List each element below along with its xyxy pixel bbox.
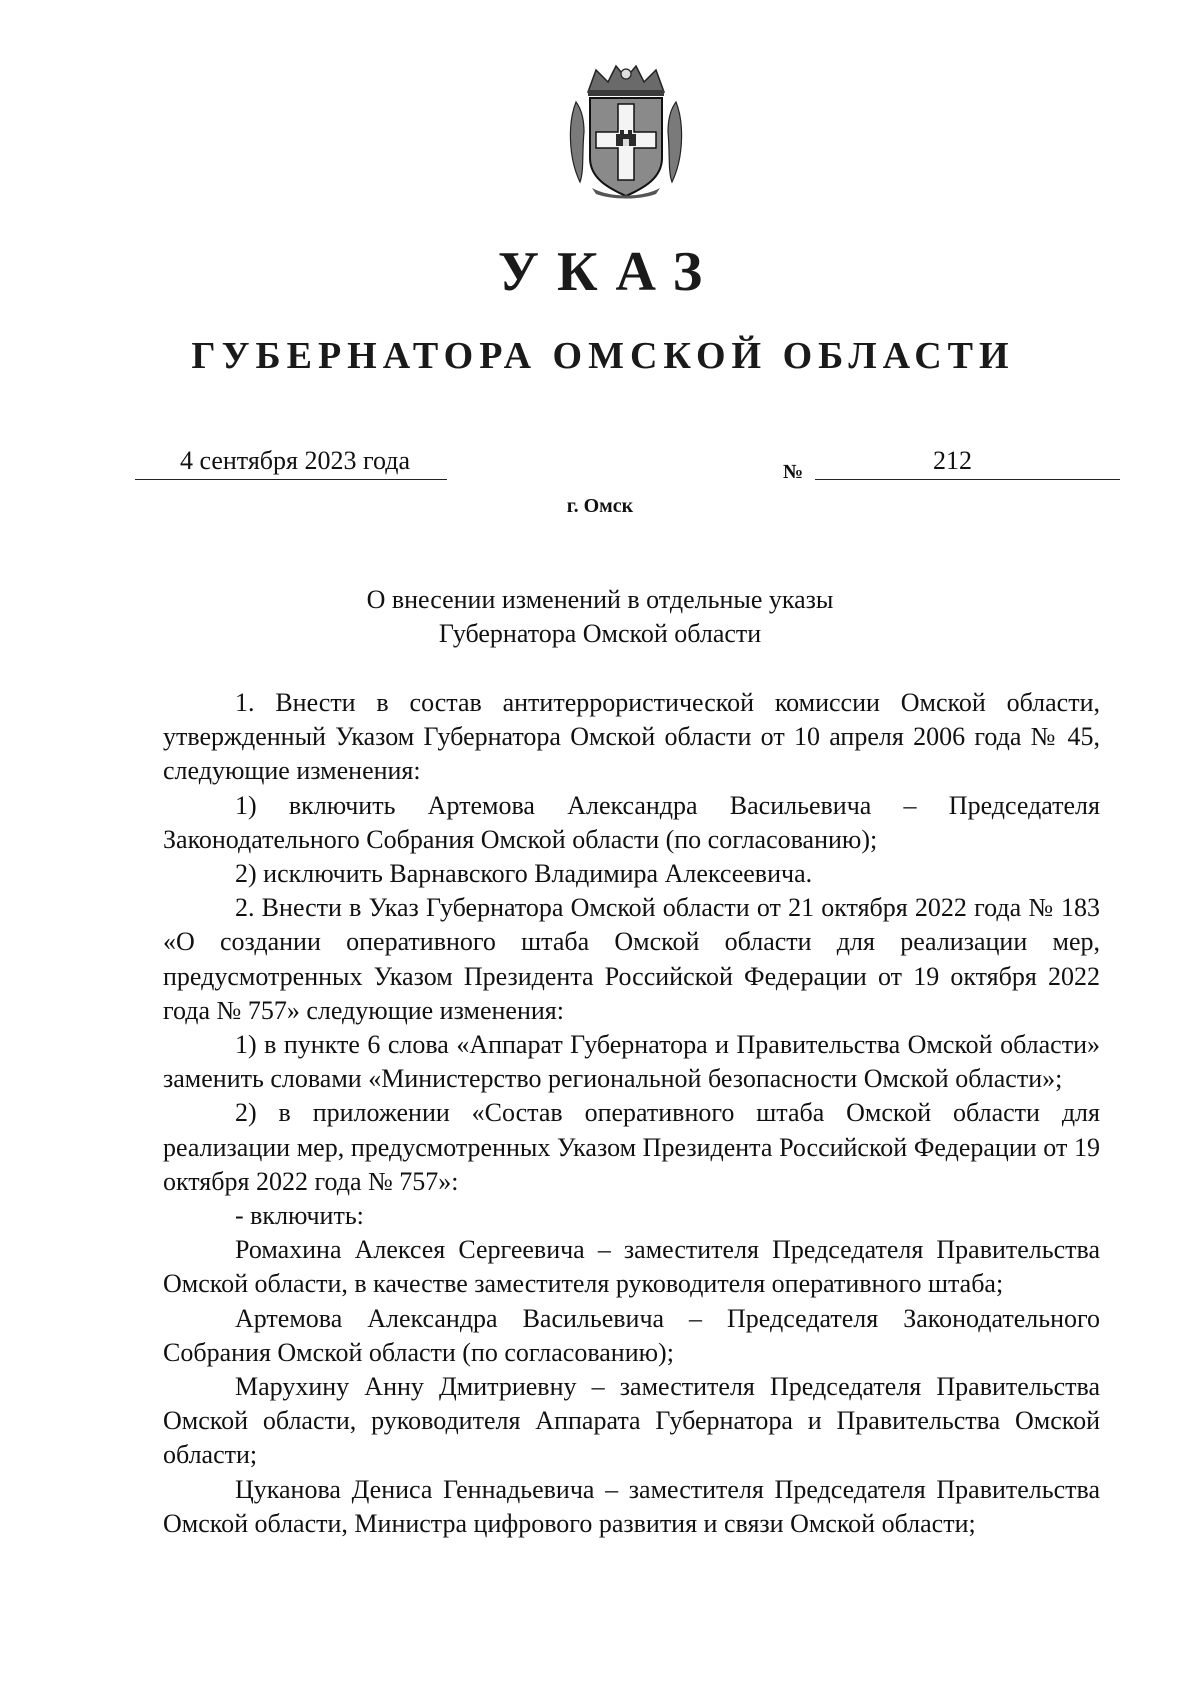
decree-subject bbox=[0, 583, 1200, 651]
number-label: № bbox=[783, 461, 804, 483]
member-marukhina: Марухину Анну Дмитриевну – заместителя Председателя Правительства Омской области, руководителя Аппарата Губернатора и Правительства Омской области; bbox=[163, 1372, 1100, 1470]
number-field bbox=[815, 446, 1120, 480]
document-type-title: УКАЗ bbox=[497, 241, 721, 303]
member-artemov: Артемова Александра Васильевича – Председателя Законодательного Собрания Омской области (по согласованию); bbox=[163, 1303, 1100, 1367]
subject-line-1: О внесении изменений в отдельные указы bbox=[366, 585, 834, 614]
member-romakhin: Ромахина Алексея Сергеевича – заместителя Председателя Правительства Омской области, в качестве заместителя руководителя оперативного штаба; bbox=[163, 1235, 1100, 1299]
paragraph-1-item-2: 2) исключить Варнавского Владимира Алексеевича. bbox=[235, 859, 813, 889]
coat-of-arms-icon bbox=[566, 62, 686, 200]
paragraph-2-item-2: 2) в приложении «Состав оперативного штаба Омской области для реализации мер, предусмотренных Указом Президента Российской Федерации от 19 октября 2022 года № 757»: bbox=[163, 1098, 1100, 1196]
date-field bbox=[135, 446, 447, 480]
city-name: г. Омск bbox=[566, 495, 634, 517]
member-tsukanov: Цуканова Дениса Геннадьевича – заместителя Председателя Правительства Омской области, Министра цифрового развития и связи Омской области; bbox=[163, 1474, 1100, 1538]
decree-body bbox=[163, 686, 1100, 1541]
include-heading: - включить: bbox=[235, 1201, 364, 1231]
subject-line-2: Губернатора Омской области bbox=[438, 619, 762, 648]
issuer-title: ГУБЕРНАТОРА ОМСКОЙ ОБЛАСТИ bbox=[191, 335, 1015, 377]
paragraph-1: 1. Внести в состав антитеррористической комиссии Омской области, утвержденный Указом Губернатора Омской области от 10 апреля 2006 года № 45, следующие изменения: bbox=[163, 688, 1100, 786]
paragraph-2: 2. Внести в Указ Губернатора Омской области от 21 октября 2022 года № 183 «О создании оперативного штаба Омской области для реализации мер, предусмотренных Указом Президента Российской Федерации от 19 октября 2022 года № 757» следующие изменения: bbox=[163, 893, 1100, 1025]
decree-date: 4 сентября 2023 года bbox=[180, 446, 411, 475]
decree-number: 212 bbox=[933, 446, 972, 475]
paragraph-1-item-1: 1) включить Артемова Александра Васильевича – Председателя Законодательного Собрания Омской области (по согласованию); bbox=[163, 790, 1100, 854]
paragraph-2-item-1: 1) в пункте 6 слова «Аппарат Губернатора и Правительства Омской области» заменить словами «Министерство региональной безопасности Омской области»; bbox=[163, 1030, 1100, 1094]
